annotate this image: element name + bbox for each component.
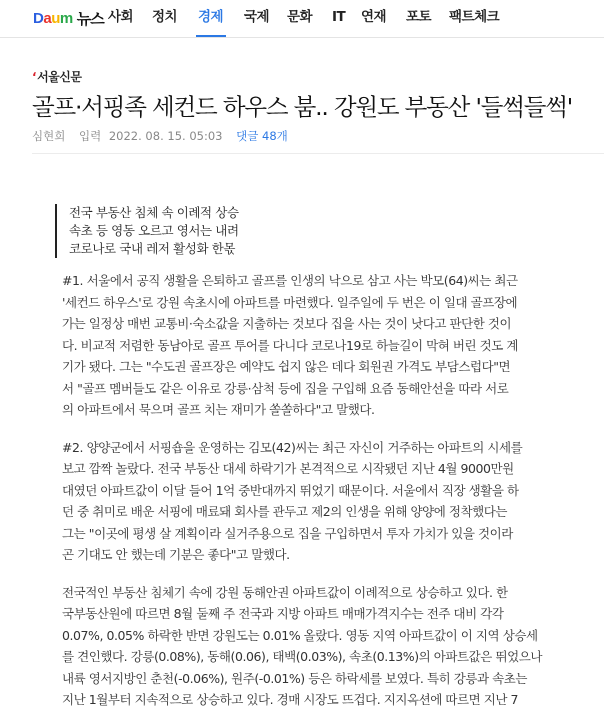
comments-link[interactable]: 댓글 48개 (236, 129, 288, 143)
press-logo-mark: ʻ (32, 70, 37, 84)
date-label: 입력 (78, 129, 102, 143)
paragraph-line: 대였던 아파트값이 이달 들어 1억 중반대까지 뛰었기 때문이다. 서울에서 직장 생활을 하 (62, 482, 519, 498)
header-divider (32, 153, 604, 154)
paragraph-line: #1. 서울에서 공직 생활을 은퇴하고 골프를 인생의 낙으로 삼고 사는 박모(64)씨는 최근 (62, 273, 518, 288)
paragraph-line: 다. 비교적 저렴한 동남아로 골프 투어를 다니다 코로나19로 하늘길이 막혀 버린 것도 계 (62, 337, 519, 353)
top-navigation (0, 0, 604, 38)
paragraph-line: 가는 일정상 매번 교통비·숙소값을 지출하는 것보다 집을 사는 것이 낫다고 판단한 것이 (62, 316, 512, 331)
press-label: 서울신문 (37, 70, 82, 84)
article-paragraph (62, 270, 584, 421)
nav-item-economy[interactable]: 경제 (198, 9, 224, 25)
paragraph-line: 보고 깜짝 놀랐다. 전국 부동산 대세 하락기가 본격적으로 시작됐던 지난 4월 9000만원 (62, 461, 514, 476)
paragraph-line: #2. 양양군에서 서핑숍을 운영하는 김모(42)씨는 최근 자신이 거주하는 아파트의 시세를 (62, 439, 523, 455)
article-title: 골프·서핑족 세컨드 하우스 붐.. 강원도 부동산 '들썩들썩' (32, 93, 572, 121)
reporter-name[interactable]: 심현희 (32, 129, 66, 143)
article-paragraph (62, 437, 584, 566)
press-name[interactable] (32, 68, 81, 85)
article-paragraph (62, 582, 584, 711)
paragraph-line: 국부동산원에 따르면 8월 둘째 주 전국과 지방 아파트 매매가격지수는 전주 대비 각각 (62, 606, 504, 621)
publish-date: 2022. 08. 15. 05:03 (108, 129, 223, 143)
paragraph-line: '세컨드 하우스'로 강원 속초시에 아파트를 마련했다. 일주일에 두 번은 이 일대 골프장에 (62, 294, 518, 310)
paragraph-line: 의 아파트에서 묵으며 골프 치는 재미가 쏠쏠하다"고 말했다. (62, 402, 375, 417)
paragraph-line: 곤 기대도 안 했는데 기분은 좋다"고 말했다. (62, 547, 290, 562)
paragraph-line: 0.07%, 0.05% 하락한 반면 강원도는 0.01% 올랐다. 영동 지역 아파트값이 이 지역 상승세 (62, 627, 538, 643)
article-summary (55, 204, 329, 258)
paragraph-line: 그는 "이곳에 평생 살 계획이라 실거주용으로 집을 구입하면서 투자 가치가 있을 것이라 (62, 525, 513, 541)
news-logo-label: 뉴스 (76, 9, 104, 28)
paragraph-line: 지난 1월부터 지속적으로 상승하고 있다. 경매 시장도 뜨겁다. 지지옥션에 따르면 지난 7 (62, 692, 519, 707)
daum-news-logo[interactable] (33, 7, 104, 29)
article-meta (32, 128, 288, 144)
nav-item-factcheck[interactable]: 팩트체크 (449, 9, 500, 25)
nav-item-culture[interactable]: 문화 (287, 9, 313, 25)
paragraph-line: 던 중 취미로 배운 서핑에 매료돼 회사를 관두고 제2의 인생을 위해 양양에 정착했다는 (62, 504, 508, 519)
article-body (62, 270, 584, 727)
nav-item-international[interactable]: 국제 (244, 9, 270, 25)
nav-item-photo[interactable]: 포토 (406, 9, 432, 25)
paragraph-line: 전국적인 부동산 침체기 속에 강원 동해안권 아파트값이 이례적으로 상승하고 있다. 한 (62, 584, 508, 600)
nav-item-series[interactable]: 연재 (361, 9, 387, 25)
nav-item-it[interactable]: IT (332, 9, 346, 25)
nav-item-politics[interactable]: 정치 (152, 9, 178, 25)
daum-logo: Daum (33, 9, 73, 27)
paragraph-line: 를 견인했다. 강릉(0.08%), 동해(0.06), 태백(0.03%), 속초(0.13%)의 아파트값은 뛰었으나 (62, 649, 542, 664)
paragraph-line: 기가 됐다. 그는 "수도권 골프장은 예약도 쉽지 않은 데다 회원권 가격도 부담스럽다"면 (62, 359, 511, 374)
nav-item-society[interactable]: 사회 (108, 9, 134, 25)
summary-line: 코로나로 국내 레저 활성화 한몫 (69, 241, 236, 256)
active-tab-indicator (196, 35, 226, 37)
summary-line: 속초 등 영동 오르고 영서는 내려 (69, 223, 239, 238)
summary-line: 전국 부동산 침체 속 이례적 상승 (69, 205, 239, 220)
paragraph-line: 내륙 영서지방인 춘천(-0.06%), 원주(-0.01%) 등은 하락세를 보였다. 특히 강릉과 속초는 (62, 670, 528, 686)
paragraph-line: 서 "골프 멤버들도 같은 이유로 강릉·삼척 등에 집을 구입해 요즘 동해안선을 따라 서로 (62, 380, 509, 396)
